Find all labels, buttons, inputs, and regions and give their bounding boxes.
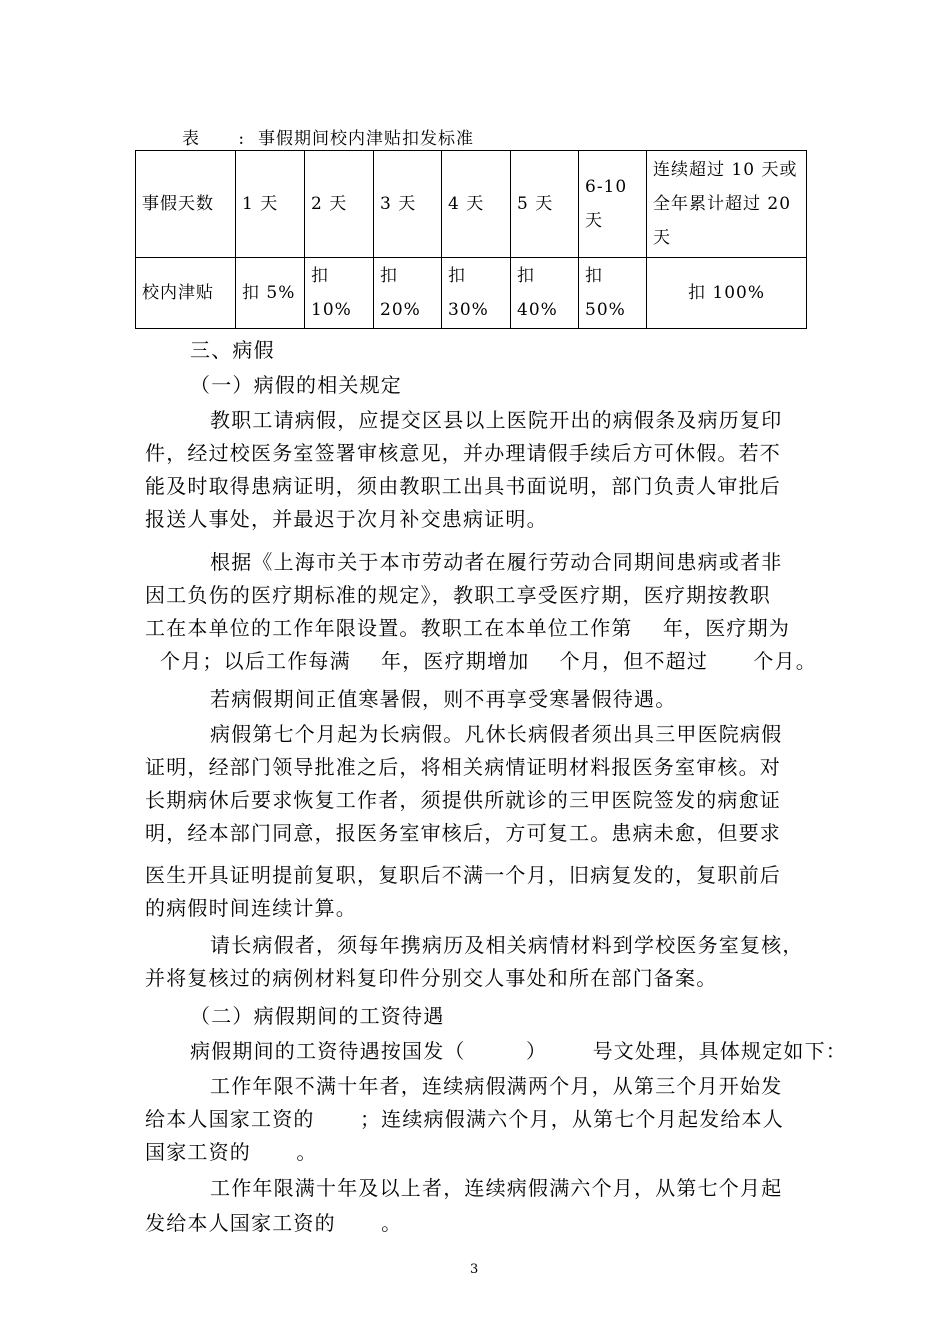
paragraph-line: 长期病休后要求恢复工作者，须提供所就诊的三甲医院签发的病愈证 (145, 788, 781, 812)
table-cell: 5 天 (511, 151, 579, 258)
table-cell: 扣 100% (647, 258, 807, 329)
paragraph-line: 能及时取得患病证明，须由教职工出具书面说明，部门负责人审批后 (145, 474, 781, 498)
table-cell: 扣 20% (374, 258, 442, 329)
paragraph-line: 的病假时间连续计算。 (145, 896, 357, 920)
paragraph-line: 病假期间的工资待遇按国发（ ） 号文处理，具体规定如下： (190, 1039, 848, 1063)
paragraph-line: 请长病假者，须每年携病历及相关病情材料到学校医务室复核， (210, 933, 804, 957)
paragraph-line: 并将复核过的病例材料复印件分别交人事处和所在部门备案。 (145, 966, 718, 990)
paragraph-line: 因工负伤的医疗期标准的规定》，教职工享受医疗期，医疗期按教职 (145, 583, 771, 607)
subsection-title: （二）病假期间的工资待遇 (190, 1004, 445, 1028)
paragraph-line: 给本人国家工资的 ；连续病假满六个月，从第七个月起发给本人 (145, 1107, 784, 1131)
table-cell: 1 天 (236, 151, 305, 258)
paragraph-line: 件，经过校医务室签署审核意见，并办理请假手续后方可休假。若不 (145, 441, 781, 465)
paragraph-line: 国家工资的 。 (145, 1140, 318, 1164)
table-cell: 2 天 (305, 151, 374, 258)
paragraph-line: 教职工请病假，应提交区县以上医院开出的病假条及病历复印 (210, 408, 783, 432)
paragraph-line: 工作年限满十年及以上者，连续病假满六个月，从第七个月起 (210, 1176, 783, 1200)
paragraph-line: 证明，经部门领导批准之后，将相关病情证明材料报医务室审核。对 (145, 755, 781, 779)
table-cell: 3 天 (374, 151, 442, 258)
table-row (136, 258, 807, 329)
table-cell: 扣 30% (442, 258, 511, 329)
table-row (136, 151, 807, 258)
table-cell: 扣 5% (236, 258, 305, 329)
paragraph-line: 发给本人国家工资的 。 (145, 1211, 403, 1235)
table-cell: 扣 50% (579, 258, 647, 329)
table-cell: 连续超过 10 天或全年累计超过 20 天 (647, 151, 807, 258)
table-caption: 表 : 事假期间校内津贴扣发标准 (182, 129, 474, 149)
table-cell: 校内津贴 (136, 258, 236, 329)
paragraph-line: 医生开具证明提前复职，复职后不满一个月，旧病复发的，复职前后 (145, 863, 781, 887)
section-title: 三、病假 (190, 338, 275, 362)
page-number: 3 (470, 1262, 479, 1277)
table-cell: 事假天数 (136, 151, 236, 258)
table-cell: 扣 40% (511, 258, 579, 329)
table-cell: 6-10 天 (579, 151, 647, 258)
table-cell: 4 天 (442, 151, 511, 258)
paragraph-line: 根据《上海市关于本市劳动者在履行劳动合同期间患病或者非 (210, 550, 783, 574)
leave-deduction-table (135, 150, 807, 329)
paragraph-line: 明，经本部门同意，报医务室审核后，方可复工。患病未愈，但要求 (145, 821, 781, 845)
paragraph-line: 工作年限不满十年者，连续病假满两个月，从第三个月开始发 (210, 1074, 783, 1098)
paragraph-line: 若病假期间正值寒暑假，则不再享受寒暑假待遇。 (210, 687, 677, 711)
subsection-title: （一）病假的相关规定 (190, 373, 402, 397)
paragraph-line: 工在本单位的工作年限设置。教职工在本单位工作第 年，医疗期为 (145, 616, 791, 640)
paragraph-line: 个月；以后工作每满 年，医疗期增加 个月，但不超过 个月。 (160, 649, 818, 673)
table-cell: 扣 10% (305, 258, 374, 329)
paragraph-line: 病假第七个月起为长病假。凡休长病假者须出具三甲医院病假 (210, 722, 783, 746)
paragraph-line: 报送人事处，并最迟于次月补交患病证明。 (145, 507, 548, 531)
